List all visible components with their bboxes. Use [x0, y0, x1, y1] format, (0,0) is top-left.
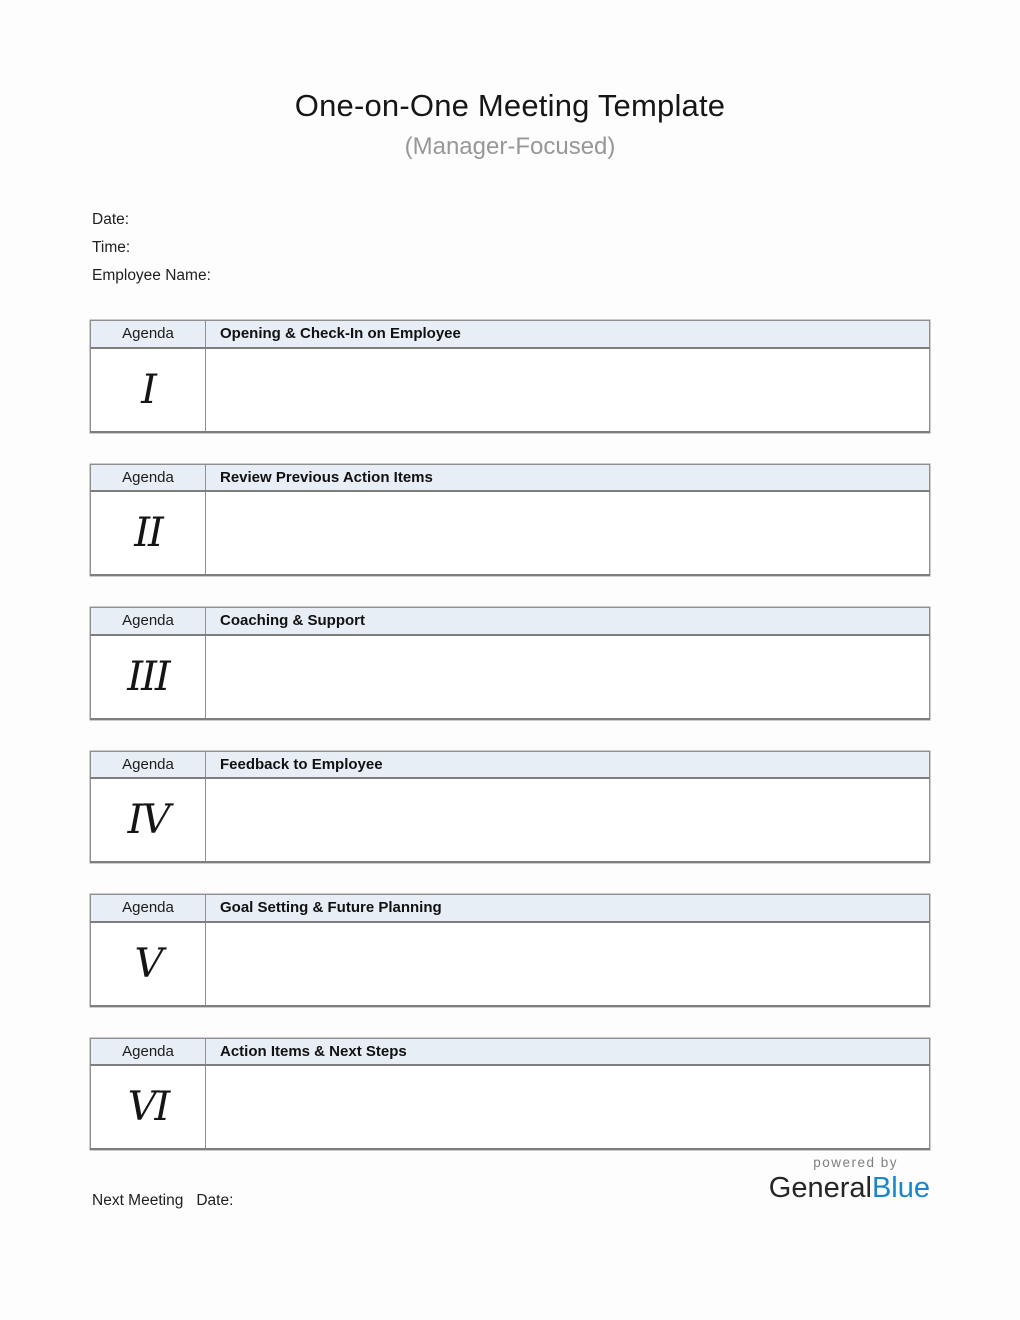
general-blue-logo	[769, 1155, 930, 1205]
next-meeting-date-label: Date:	[196, 1192, 234, 1209]
section-numeral: III	[91, 635, 206, 719]
section-title: Feedback to Employee	[206, 751, 930, 778]
section-numeral: V	[91, 922, 206, 1006]
agenda-header-label: Agenda	[91, 751, 206, 778]
next-meeting-row	[92, 1192, 233, 1210]
agenda-section-1	[90, 320, 930, 433]
section-numeral: I	[91, 348, 206, 432]
agenda-header-label: Agenda	[91, 895, 206, 922]
brand-wordmark	[769, 1172, 930, 1205]
section-numeral: II	[91, 491, 206, 575]
section-notes-area[interactable]	[206, 1065, 930, 1149]
section-notes-area[interactable]	[206, 635, 930, 719]
section-notes-area[interactable]	[206, 348, 930, 432]
agenda-section-4	[90, 751, 930, 864]
page-subtitle: (Manager-Focused)	[404, 133, 616, 160]
agenda-section-5	[90, 894, 930, 1007]
brand-general-text: General	[768, 1172, 872, 1204]
section-title: Opening & Check-In on Employee	[206, 321, 930, 348]
section-notes-area[interactable]	[206, 922, 930, 1006]
section-title: Coaching & Support	[206, 608, 930, 635]
agenda-section-3	[90, 607, 930, 720]
brand-blue-text: Blue	[871, 1172, 930, 1204]
section-notes-area[interactable]	[206, 491, 930, 575]
meta-fields	[92, 206, 1020, 290]
employee-name-field-label: Employee Name:	[92, 267, 211, 284]
agenda-header-label: Agenda	[91, 464, 206, 491]
section-title: Goal Setting & Future Planning	[206, 895, 930, 922]
time-field-label: Time:	[92, 239, 131, 256]
next-meeting-label: Next Meeting	[92, 1192, 184, 1209]
section-numeral: VI	[91, 1065, 206, 1149]
agenda-header-label: Agenda	[91, 321, 206, 348]
section-title: Review Previous Action Items	[206, 464, 930, 491]
agenda-header-label: Agenda	[91, 1038, 206, 1065]
agenda-section-6	[90, 1038, 930, 1151]
page-title: One-on-One Meeting Template	[294, 88, 726, 123]
section-notes-area[interactable]	[206, 778, 930, 862]
powered-by-text: powered by	[813, 1155, 898, 1170]
section-title: Action Items & Next Steps	[206, 1038, 930, 1065]
section-numeral: IV	[91, 778, 206, 862]
agenda-header-label: Agenda	[91, 608, 206, 635]
date-field-label: Date:	[92, 211, 130, 228]
agenda-tables	[0, 320, 1020, 1150]
agenda-section-2	[90, 464, 930, 577]
